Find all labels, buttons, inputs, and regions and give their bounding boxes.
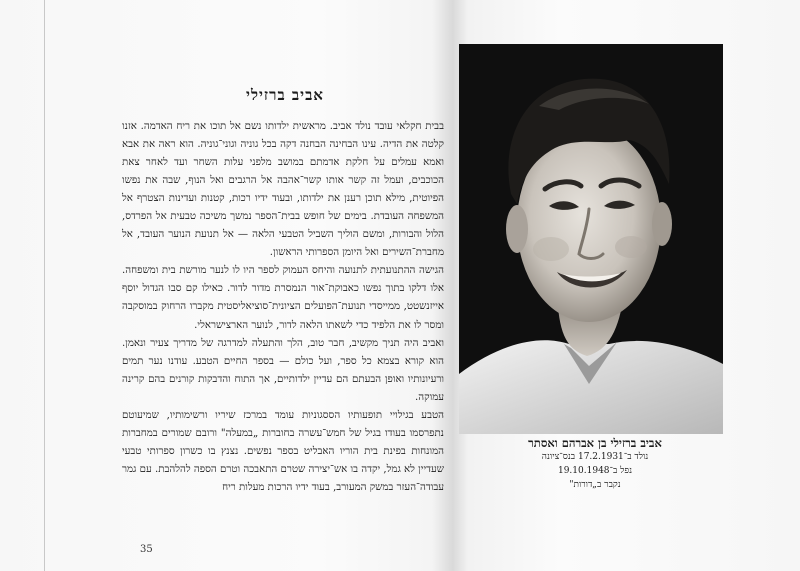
page-number: 35 xyxy=(140,544,153,555)
paragraph-1: בבית חקלאי עובד נולד אביב. מראשית ילדותו נשם אל תוכו את ריח האדמה. אזנו קלטה את הדיה. עינו הבחינה הבחנה דקה בכל גוניה וגוני־גוניה. הוא ראה את אבא ואמא עמלים על חלקת אדמתם במושב מלפני עלות השחר ועד לאחר צאת הכוכבים, ועמל זה קשר אותו קשר־אהבה אל הרגבים ואל הנוף, שבה את נפשו הפיוטית, מילא תוכן רענן את ילדותו, ובעוד ידיו רכות, קטנות ועדינות הצטרף אל המשפחה העובדת. בימים של חופש בבית־הספר נמשך משיכה טבעית אל הפרדס, הלול והבורות, ומשם הוליך השביל הטבעי הלאה — אל תנועת הנוער העובד, אל מחברת־השירים ואל היומן הספרותי הראשון. xyxy=(122,121,444,259)
photo-caption xyxy=(470,436,720,492)
paragraph-2: הגישה ההתנועתית לתנועה והיחס העמוק לספר היו לו לנער מורשת בית ומשפחה. אלו דלקו בתוך נפשו כאבוקת־אור הנמסרת מדור לדור. כאילו קם סבו הגדול יוסף אייזנשטט, ממייסדי תנועת־הפועלים הציונית־סוציאליסטית מקברו הרחוק במוסקבה ומסר לו את הלפיד כדי לשאתו הלאה לדור, לנוער הארצישראלי. xyxy=(122,265,444,331)
caption-buried: נקבר ב„דורות" xyxy=(569,480,621,490)
paragraph-4: הטבע בגילויי תופעותיו הססגוניות עומד במרכז שיריו ורשימותיו, שמיעוטם נתפרסמו בעודו בגיל של חמש־עשרה בחוברות „במעלה" ורובם שמורים במחברות המונחות בפינת בית הוריו האבליט בספר נפשים. נצנץ בו כשרון ספרותי טבעי שעדיין לא גמל, יקדה בו אש־יצירה שטרם התאבכה וטרם הספה להלהבת. עם גמר עבודה־העזר במשק המעורב, בעוד ידיו הרכות מעלות ריח xyxy=(122,409,444,493)
article-title: אביב ברזילי xyxy=(246,86,324,104)
paragraph-3: ואביב היה תניך מקשיב, חבר טוב, הלך והתעלה למדרגה של מדריך צעיר ונאמן. הוא קורא בצמא כל ספר, ועל כולם — בספר החיים הטבע. עודנו נער תמים ורעיונותיו ואופן הבעתם הם עדיין ילדותיים, אך התוח והדבקות קורנים בהם קרינה עמוקה. xyxy=(122,337,444,403)
caption-name: אביב ברזילי בן אברהם ואסתר xyxy=(528,436,662,450)
caption-fell: נפל ב־19.10.1948 xyxy=(557,466,633,476)
portrait-photo xyxy=(459,44,723,434)
page-edge xyxy=(44,0,45,571)
caption-born: נולד ב־17.2.1931 בנס־ציונה xyxy=(541,452,649,462)
portrait-illustration xyxy=(459,44,723,434)
article-body xyxy=(122,118,444,497)
